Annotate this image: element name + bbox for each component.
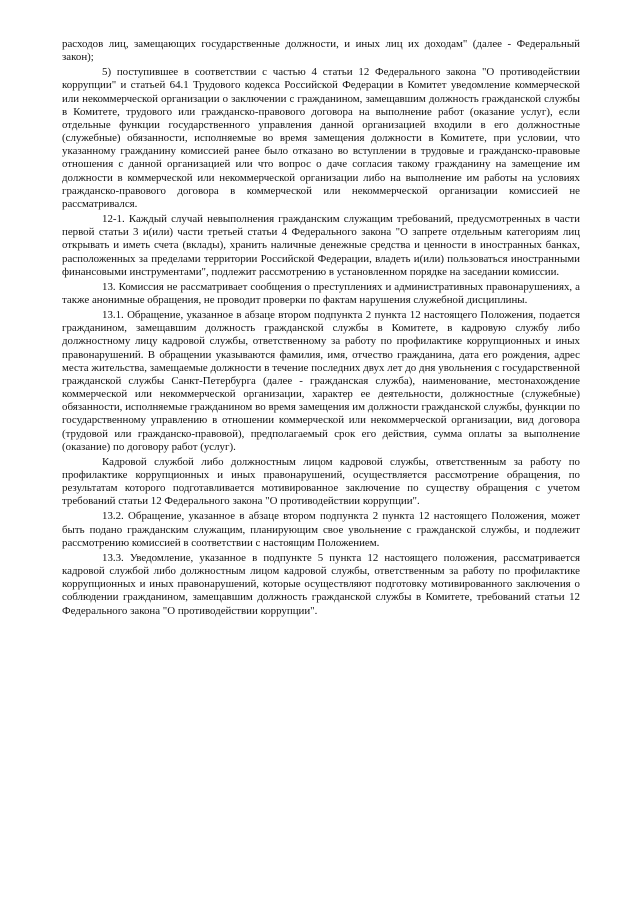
paragraph-13: 13. Комиссия не рассматривает сообщения о преступлениях и административных правонарушениях, а также анонимные обращения, не проводит проверки по фактам нарушения служебной дисциплины. xyxy=(62,280,580,306)
paragraph-continuation: расходов лиц, замещающих государственные должности, и иных лиц их доходам" (далее - Федеральный закон); xyxy=(62,38,580,64)
paragraph-13-3: 13.3. Уведомление, указанное в подпункте 5 пункта 12 настоящего положения, рассматривается кадровой службой либо должностным лицом кадровой службы, ответственным за работу по профилактике коррупционных и иных правонарушений, которые осуществляют подготовку мотивированного заключения о соблюдении гражданином, замещавшим должность гражданской службы в Комитете, требований статьи 12 Федерального закона "О противодействии коррупции". xyxy=(62,551,580,617)
paragraph-12-1: 12-1. Каждый случай невыполнения гражданским служащим требований, предусмотренных в части первой статьи 3 и(или) части третьей статьи 4 Федерального закона "О запрете отдельным категориям лиц открывать и иметь счета (вклады), хранить наличные денежные средства и ценности в иностранных банках, расположенных за пределами территории Российской Федерации, владеть и(или) пользоваться иностранными финансовыми инструментами", подлежит рассмотрению в установленном порядке на заседании комиссии. xyxy=(62,213,580,278)
paragraph-13-1-continued: Кадровой службой либо должностным лицом кадровой службы, ответственным за работу по профилактике коррупционных и иных правонарушений, осуществляется рассмотрение обращения, по результатам которого подготавливается мотивированное заключение по существу обращения с учетом требований статьи 12 Федерального закона "О противодействии коррупции". xyxy=(62,455,580,508)
paragraph-item-5: 5) поступившее в соответствии с частью 4 статьи 12 Федерального закона "О противодействии коррупции" и статьей 64.1 Трудового кодекса Российской Федерации в Комитет уведомление коммерческой или некоммерческой организации о заключении с гражданином, замещавшим должность гражданской службы в Комитете, трудового или гражданско-правового договора на выполнение работ (оказание услуг), если отдельные функции государственного управления данной организацией входили в его должностные (служебные) обязанности, исполняемые во время замещения должности в Комитете, при условии, что указанному гражданину комиссией ранее было отказано во вступлении в трудовые и гражданско-правовые отношения с данной организацией или что вопрос о даче согласия такому гражданину на замещение им должности в коммерческой или некоммерческой организации либо на выполнение им работы на условиях гражданско-правового договора в коммерческой или некоммерческой организации комиссией не рассматривался. xyxy=(62,66,580,210)
document-page xyxy=(62,38,580,618)
paragraph-13-1: 13.1. Обращение, указанное в абзаце втором подпункта 2 пункта 12 настоящего Положения, подается гражданином, замещавшим должность гражданской службы в Комитете, в кадровую службу либо должностному лицу кадровой службы, ответственному за работу по профилактике коррупционных и иных правонарушений. В обращении указываются фамилия, имя, отчество гражданина, дата его рождения, адрес места жительства, замещаемые должности в течение последних двух лет до дня увольнения с государственной гражданской службы Санкт-Петербурга (далее - гражданская служба), наименование, местонахождение коммерческой или некоммерческой организации, характер ее деятельности, должностные (служебные) обязанности, исполняемые гражданином во время замещения им должности гражданской службы, функции по государственному управлению в отношении коммерческой или некоммерческой организации, вид договора (трудовой или гражданско-правовой), предполагаемый срок его действия, сумма оплаты за выполнение (оказание) по договору работ (услуг). xyxy=(62,309,580,453)
paragraph-13-2: 13.2. Обращение, указанное в абзаце втором подпункта 2 пункта 12 настоящего Положения, может быть подано гражданским служащим, планирующим свое увольнение с гражданской службы, и подлежит рассмотрению комиссией в соответствии с настоящим Положением. xyxy=(62,510,580,549)
